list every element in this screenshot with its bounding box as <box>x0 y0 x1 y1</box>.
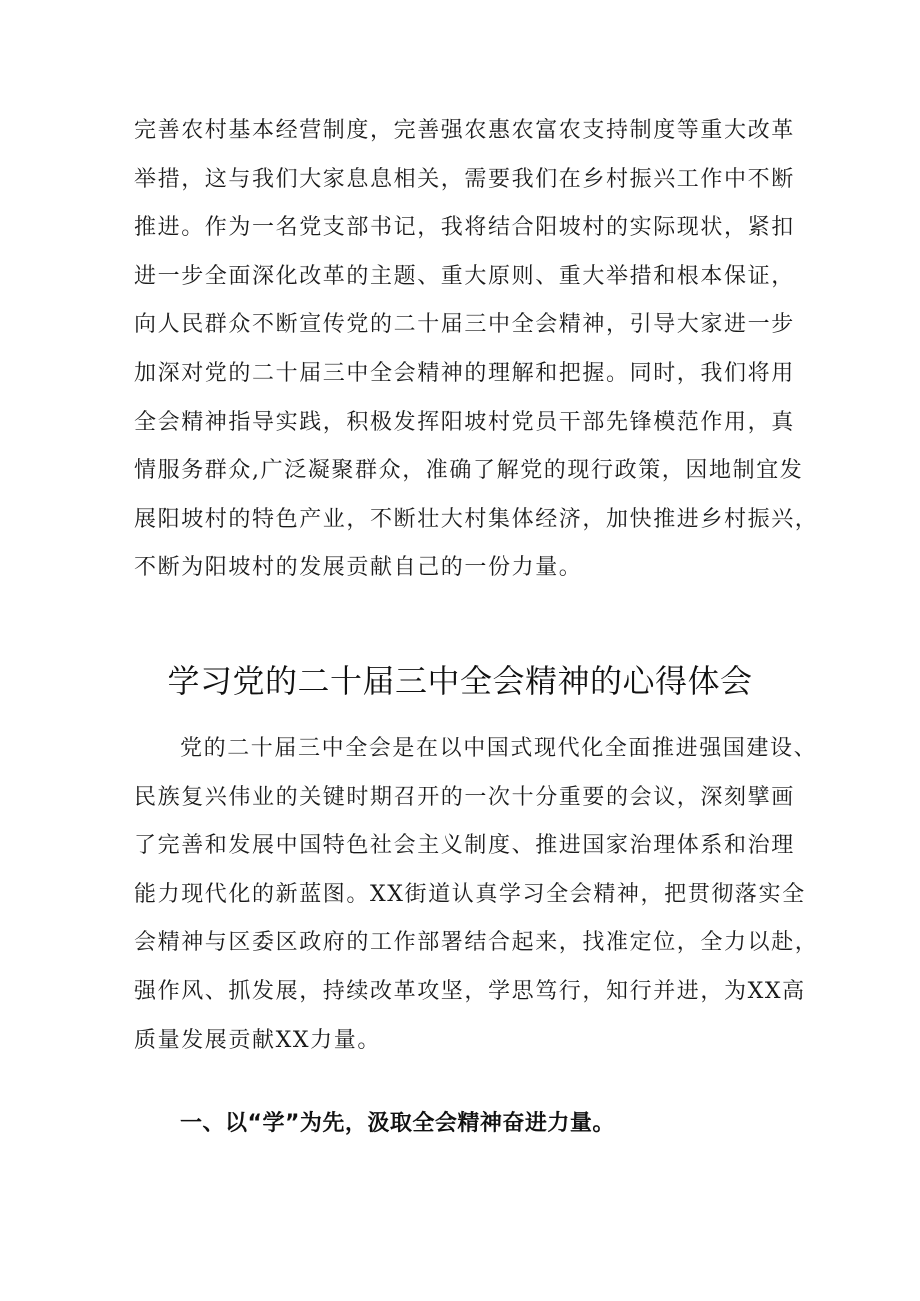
paragraph-line: 质量发展贡献XX力量。 <box>134 1027 381 1053</box>
body-paragraph-2 <box>134 725 819 1065</box>
paragraph-line: 会精神与区委区政府的工作部署结合起来，找准定位，全力以赴， <box>134 930 819 956</box>
paragraph-line: 民族复兴伟业的关键时期召开的一次十分重要的会议，深刻擘画 <box>134 784 795 810</box>
paragraph-line: 展阳坡村的特色产业，不断壮大村集体经济，加快推进乡村振兴， <box>134 506 819 532</box>
paragraph-line: 不断为阳坡村的发展贡献自己的一份力量。 <box>134 555 583 581</box>
paragraph-line: 了完善和发展中国特色社会主义制度、推进国家治理体系和治理 <box>134 833 795 859</box>
paragraph-line: 完善农村基本经营制度，完善强农惠农富农支持制度等重大改革 <box>134 118 795 143</box>
paragraph-line: 进一步全面深化改革的主题、重大原则、重大举措和根本保证， <box>134 263 795 289</box>
paragraph-line: 加深对党的二十届三中全会精神的理解和把握。同时，我们将用 <box>134 360 795 386</box>
paragraph-line: 强作风、抓发展，持续改革攻坚，学思笃行，知行并进，为XX高 <box>134 978 806 1004</box>
document-title: 学习党的二十届三中全会精神的心得体会 <box>167 662 753 700</box>
paragraph-line: 情服务群众,广泛凝聚群众，准确了解党的现行政策，因地制宜发 <box>134 458 804 484</box>
paragraph-line: 推进。作为一名党支部书记，我将结合阳坡村的实际现状，紧扣 <box>134 215 795 241</box>
paragraph-line: 能力现代化的新蓝图。XX街道认真学习全会精神，把贯彻落实全 <box>134 881 806 907</box>
section-heading: 一、以“学”为先，汲取全会精神奋进力量。 <box>180 1111 615 1136</box>
paragraph-line: 向人民群众不断宣传党的二十届三中全会精神，引导大家进一步 <box>134 312 795 338</box>
body-paragraph-1 <box>134 107 819 593</box>
paragraph-line: 党的二十届三中全会是在以中国式现代化全面推进强国建设、 <box>180 736 818 761</box>
paragraph-line: 举措，这与我们大家息息相关，需要我们在乡村振兴工作中不断 <box>134 166 795 192</box>
paragraph-line: 全会精神指导实践，积极发挥阳坡村党员干部先锋模范作用，真 <box>134 409 795 435</box>
